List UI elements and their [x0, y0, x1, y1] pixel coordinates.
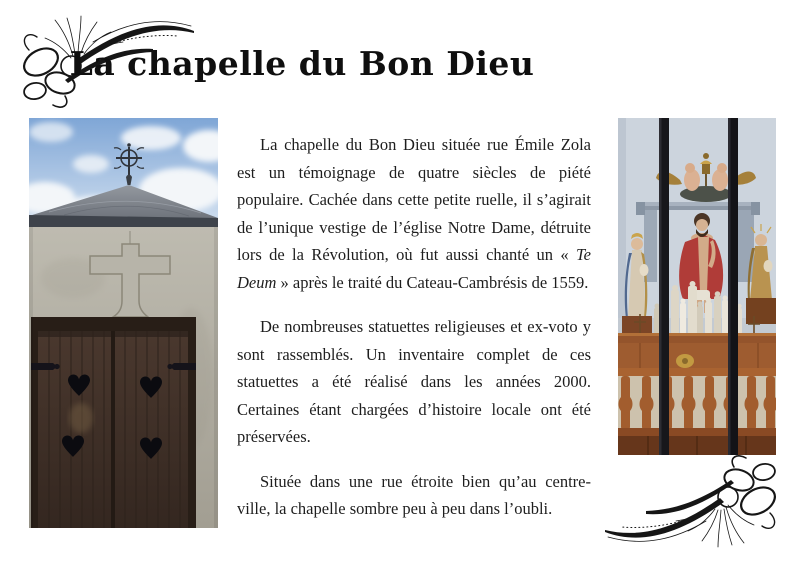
- saint-pedestal: [746, 298, 776, 324]
- flourish-ornament-bottom-right-icon: [604, 454, 794, 559]
- article-text: [237, 131, 591, 523]
- paragraph-statuettes: De nombreuses statuettes religieuses et ex-voto y sont rassemblés. Un inventaire complet de ces statuettes a été réalisé dans les années 2000. Certaines étant chargées d’histoire locale ont été préservées.: [237, 317, 591, 446]
- paragraph-decline: Située dans une rue étroite bien qu’au centre-ville, la chapelle sombre peu à peu dans l’oubli.: [237, 471, 591, 518]
- balustrade: [618, 368, 776, 455]
- statuettes-photo: [618, 118, 776, 455]
- paragraph-history: [237, 131, 591, 296]
- paragraph-history-end: » après le traité du Cateau-Cambrésis de 1559.: [276, 272, 589, 292]
- wooden-double-door: [31, 317, 196, 528]
- page-title: La chapelle du Bon Dieu: [69, 44, 535, 83]
- paragraph-history-text: La chapelle du Bon Dieu située rue Émile Zola est un témoignage de quatre siècles de piété populaire. Cachée dans cette petite ruelle, il s’agirait de l’unique vestige de l’église Notre Dame, détruite lors de la Révolution, où fut aussi chanté un «: [237, 135, 591, 264]
- wooden-altar: [618, 333, 776, 371]
- te-deum-italic: Te Deum: [237, 245, 591, 292]
- chapel-facade-photo: [29, 118, 218, 528]
